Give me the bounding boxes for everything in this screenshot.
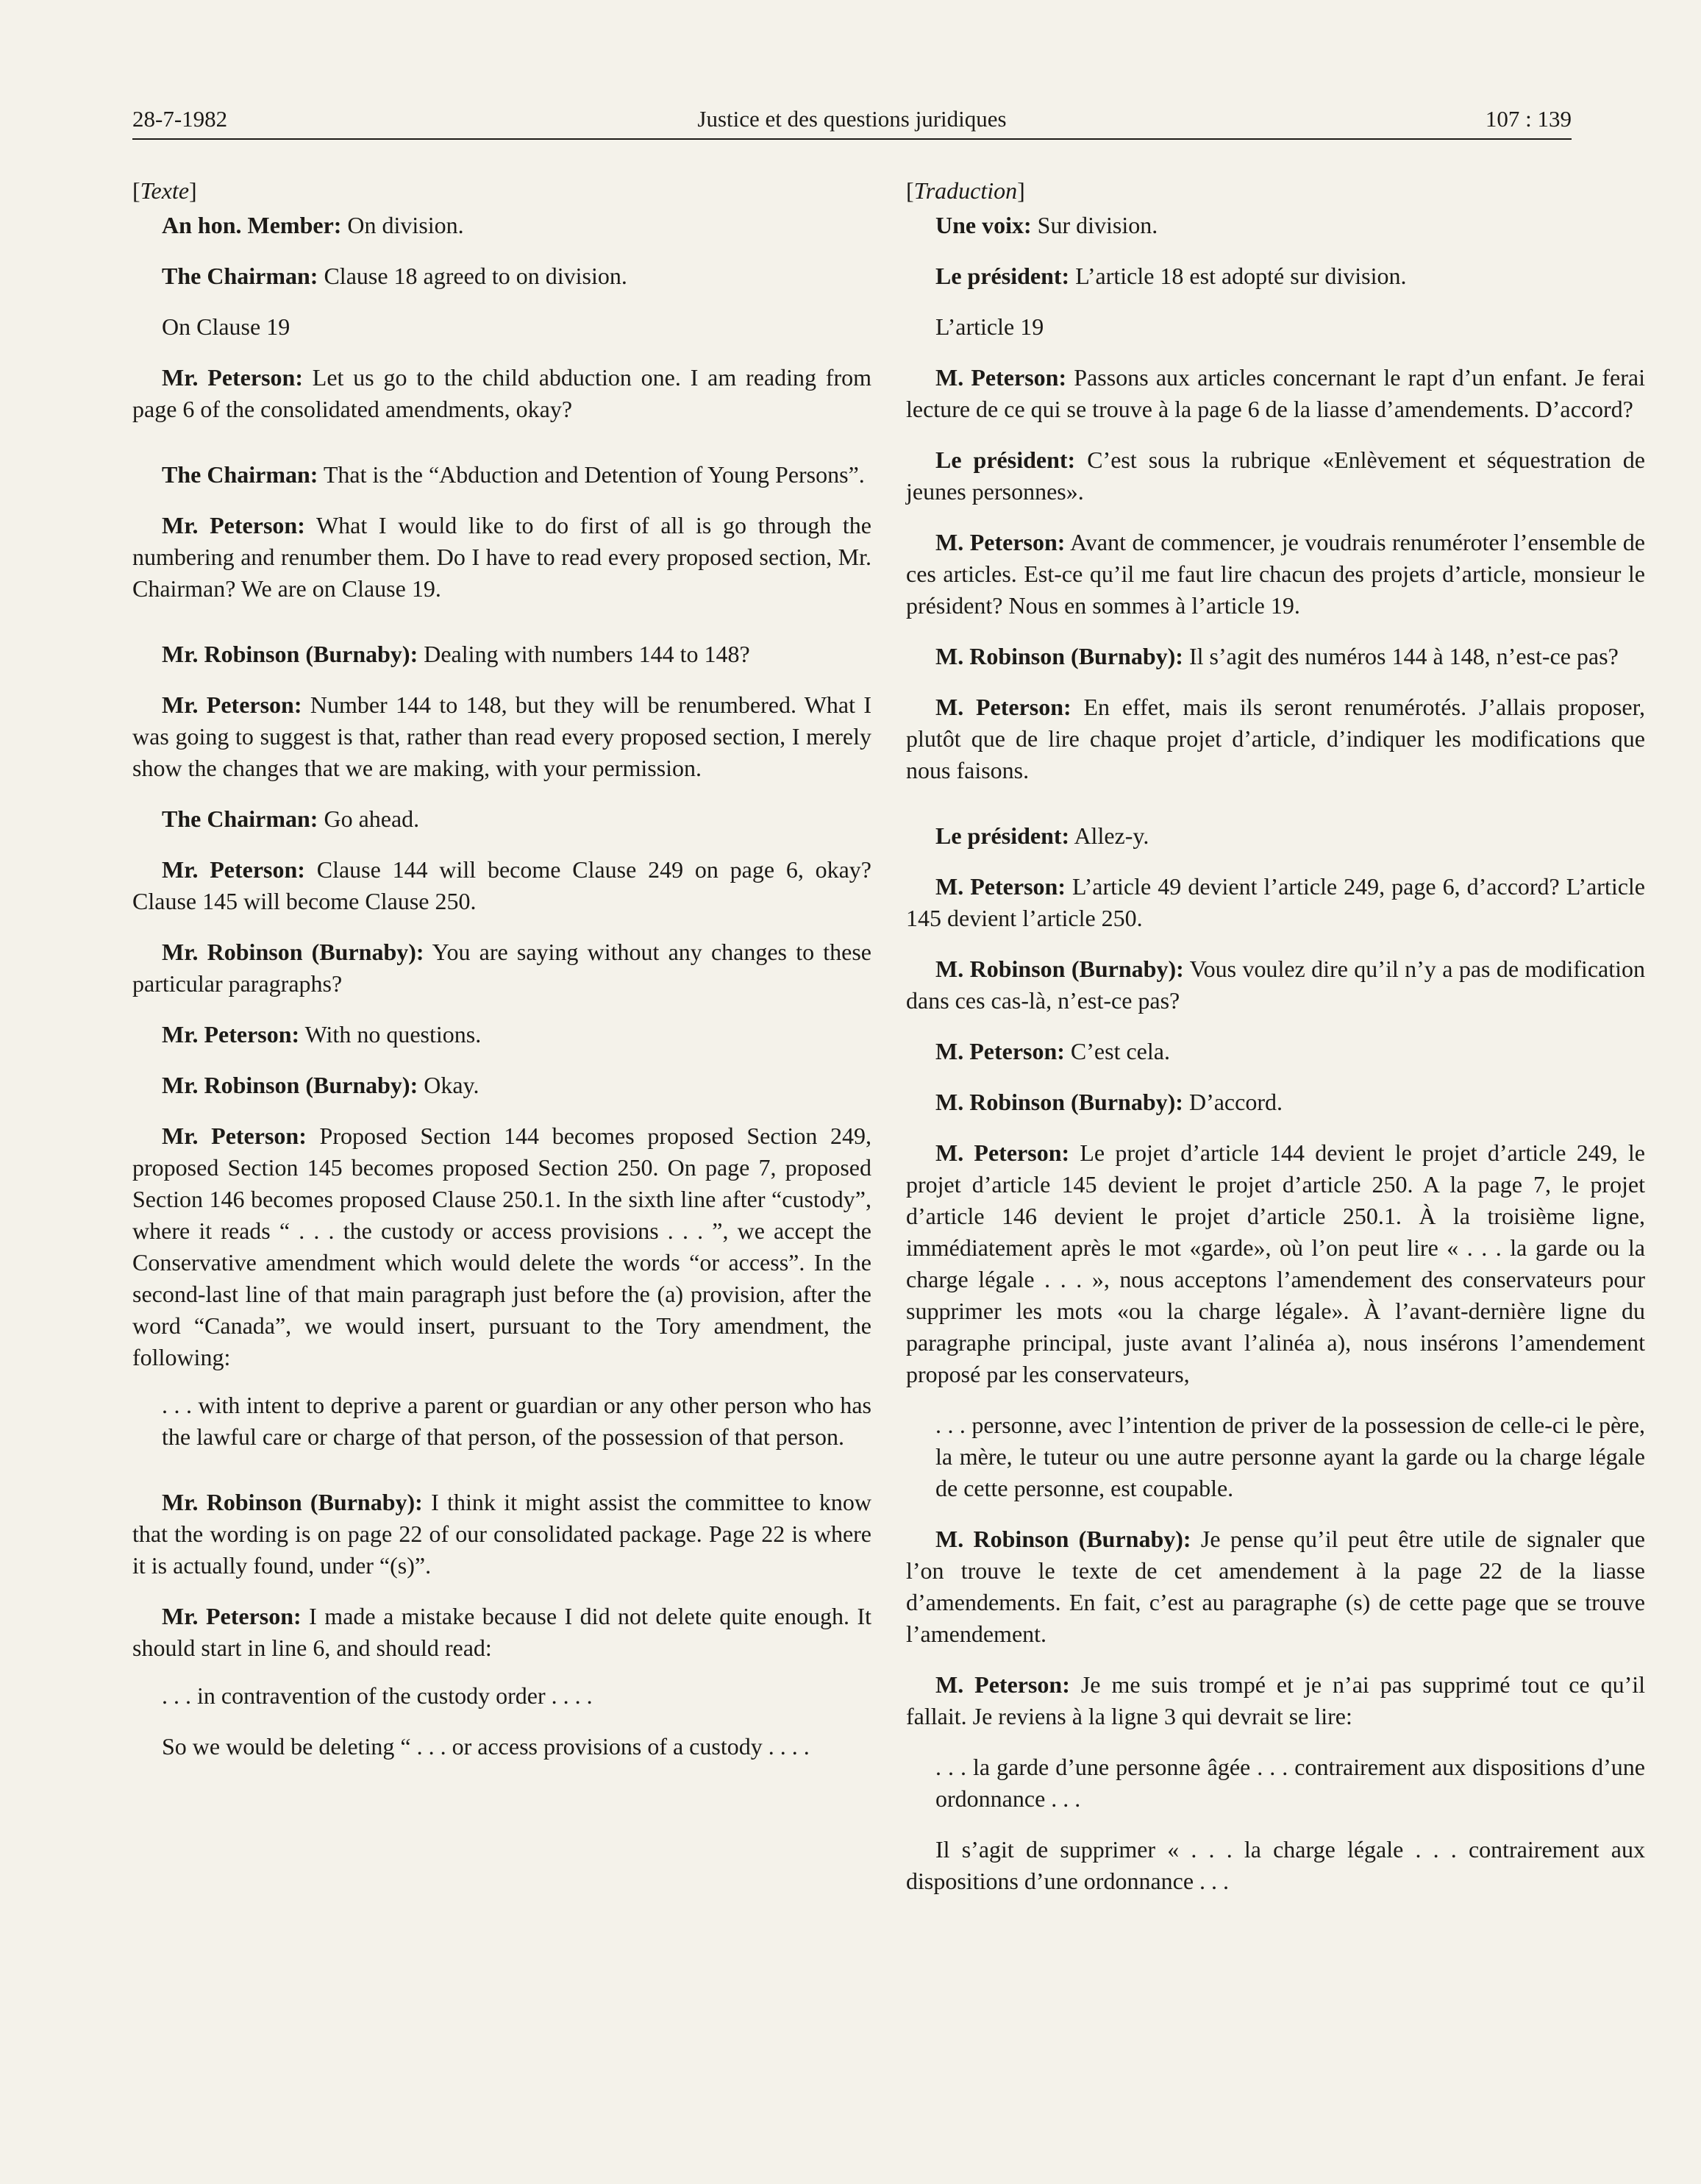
speaker: Mr. Peterson: [162,1603,302,1629]
speaker: Mr. Peterson: [162,364,303,391]
paragraph: Mr. Robinson (Burnaby): Okay. [162,1072,479,1098]
block-quote: . . . la garde d’une personne âgée . . . contrairement aux dispositions d’une ordonnance . . . [935,1754,1645,1812]
speaker: M. Peterson: [935,364,1067,391]
paragraph: Mr. Robinson (Burnaby): You are saying without any changes to these particular paragraphs? [132,939,872,997]
speaker: Mr. Robinson (Burnaby): [162,1072,418,1098]
paragraph: M. Peterson: Le projet d’article 144 devient le projet d’article 249, le projet d’article 145 devient le projet d’article 250. A la page 7, le projet d’article 146 devient le projet d’article 250.1. À la troisième ligne, immédiatement après le mot «garde», où l’on peut lire « . . . la garde ou la charge légale . . . », nous acceptons l’amendement des conservateurs pour supprimer les mots «ou la charge légale». À l’avant-dernière ligne du paragraphe principal, juste avant l’alinéa a), nous insérons l’amendement proposé par les conservateurs, [906,1139,1646,1387]
paragraph: M. Robinson (Burnaby): Il s’agit des numéros 144 à 148, n’est-ce pas? [935,643,1619,669]
speaker: Mr. Peterson: [162,1123,307,1149]
paragraph: M. Robinson (Burnaby): Vous voulez dire qu’il n’y a pas de modification dans ces cas-là, n’est-ce pas? [906,956,1645,1014]
section-tag: [Traduction] [906,177,1025,204]
speaker: M. Peterson: [935,1671,1070,1698]
paragraph: M. Peterson: Avant de commencer, je voudrais renuméroter l’ensemble de ces articles. Est-ce qu’il me faut lire chacun des projets d’article, monsieur le président? Nous en sommes à l’article 19. [906,529,1646,619]
paragraph: Le président: Allez-y. [935,822,1149,849]
speaker: The Chairman: [162,805,318,832]
section-tag: [Texte] [132,177,197,204]
paragraph: Mr. Robinson (Burnaby): Dealing with numbers 144 to 148? [162,641,750,667]
speaker: M. Peterson: [935,1038,1065,1064]
header-date: 28-7-1982 [132,106,228,132]
speaker: M. Peterson: [935,529,1066,555]
block-quote: . . . personne, avec l’intention de priver de la possession de celle-ci le père, la mère, le tuteur ou une autre personne ayant la garde ou la charge légale de cette personne, est coupable. [935,1412,1645,1501]
clause-heading: On Clause 19 [162,313,290,340]
paragraph: M. Peterson: Je me suis trompé et je n’ai pas supprimé tout ce qu’il fallait. Je reviens à la ligne 3 qui devrait se lire: [906,1671,1646,1729]
speaker: The Chairman: [162,263,318,289]
paragraph: Mr. Peterson: I made a mistake because I did not delete quite enough. It should start in line 6, and should read: [132,1603,871,1661]
speaker: Le président: [935,263,1070,289]
speaker: Mr. Robinson (Burnaby): [162,641,418,667]
paragraph: M. Peterson: C’est cela. [935,1038,1170,1064]
paragraph: M. Peterson: Passons aux articles concernant le rapt d’un enfant. Je ferai lecture de ce qui se trouve à la page 6 de la liasse d’amendements. D’accord? [906,364,1646,422]
paragraph: Il s’agit de supprimer « . . . la charge légale . . . contrairement aux dispositions d’une ordonnance . . . [906,1836,1645,1894]
paragraph: Le président: L’article 18 est adopté sur division. [935,263,1407,289]
paragraph: The Chairman: That is the “Abduction and Detention of Young Persons”. [162,461,865,488]
paragraph: Mr. Peterson: Number 144 to 148, but they will be renumbered. What I was going to suggest is that, rather than read every proposed section, I merely show the changes that we are making, with your permission. [132,691,872,781]
speaker: M. Robinson (Burnaby): [935,1526,1191,1552]
page-header [132,103,1572,140]
paragraph: An hon. Member: On division. [162,212,464,238]
paragraph: Mr. Peterson: Clause 144 will become Clause 249 on page 6, okay? Clause 145 will become Clause 250. [132,856,872,914]
block-quote: . . . in contravention of the custody order . . . . [162,1682,593,1709]
paragraph: Mr. Peterson: Proposed Section 144 becomes proposed Section 249, proposed Section 145 becomes proposed Section 250. On page 7, proposed Section 146 becomes proposed Clause 250.1. In the sixth line after “custody”, where it reads “ . . . the custody or access provisions . . . ”, we accept the Conservative amendment which would delete the words “or access”. In the second-last line of that main paragraph just before the (a) provision, after the word “Canada”, we would insert, pursuant to the Tory amendment, the following: [132,1123,872,1370]
paragraph: So we would be deleting “ . . . or access provisions of a custody . . . . [162,1733,810,1760]
paragraph: M. Robinson (Burnaby): Je pense qu’il peut être utile de signaler que l’on trouve le texte de cet amendement à la page 22 de la liasse d’amendements. En fait, c’est au paragraphe (s) de cette page que se trouve l’amendement. [906,1526,1646,1647]
speaker: The Chairman: [162,461,318,488]
paragraph: Une voix: Sur division. [935,212,1158,238]
speaker: M. Peterson: [935,1139,1070,1166]
speaker: M. Robinson (Burnaby): [935,1089,1183,1115]
speaker: M. Robinson (Burnaby): [935,956,1184,982]
speaker: Une voix: [935,212,1032,238]
paragraph: The Chairman: Clause 18 agreed to on division. [162,263,627,289]
speaker: Mr. Peterson: [162,512,305,538]
speaker: M. Peterson: [935,694,1071,720]
paragraph: The Chairman: Go ahead. [162,805,420,832]
speaker: Mr. Peterson: [162,691,302,718]
header-page-number: 107 : 139 [1485,106,1572,132]
speaker: Mr. Robinson (Burnaby): [162,1489,423,1515]
speaker: Mr. Peterson: [162,1021,300,1047]
paragraph: Mr. Robinson (Burnaby): I think it might assist the committee to know that the wording is on page 22 of our consolidated package. Page 22 is where it is actually found, under “(s)”. [132,1489,872,1579]
speaker: Le président: [935,822,1070,849]
speaker: M. Peterson: [935,873,1066,900]
column-french [906,175,1645,1916]
paragraph: Mr. Peterson: What I would like to do first of all is go through the numbering and renumber them. Do I have to read every proposed section, Mr. Chairman? We are on Clause 19. [132,512,872,602]
paragraph: Le président: C’est sous la rubrique «Enlèvement et séquestration de jeunes personnes». [906,447,1646,505]
paragraph: Mr. Peterson: With no questions. [162,1021,482,1047]
speaker: M. Robinson (Burnaby): [935,643,1183,669]
paragraph: Mr. Peterson: Let us go to the child abduction one. I am reading from page 6 of the consolidated amendments, okay? [132,364,872,422]
paragraph: M. Peterson: En effet, mais ils seront renumérotés. J’allais proposer, plutôt que de lire chaque projet d’article, d’indiquer les modifications que nous faisons. [906,694,1646,783]
speaker: An hon. Member: [162,212,342,238]
paragraph: M. Peterson: L’article 49 devient l’article 249, page 6, d’accord? L’article 145 devient l’article 250. [906,873,1645,931]
block-quote: . . . with intent to deprive a parent or guardian or any other person who has the lawful care or charge of that person, of the possession of that person. [162,1392,871,1450]
header-title: Justice et des questions juridiques [697,106,1007,132]
speaker: Mr. Peterson: [162,856,305,883]
column-english [132,175,871,1782]
clause-heading: L’article 19 [935,313,1044,340]
paragraph: M. Robinson (Burnaby): D’accord. [935,1089,1283,1115]
speaker: Le président: [935,447,1076,473]
speaker: Mr. Robinson (Burnaby): [162,939,424,965]
